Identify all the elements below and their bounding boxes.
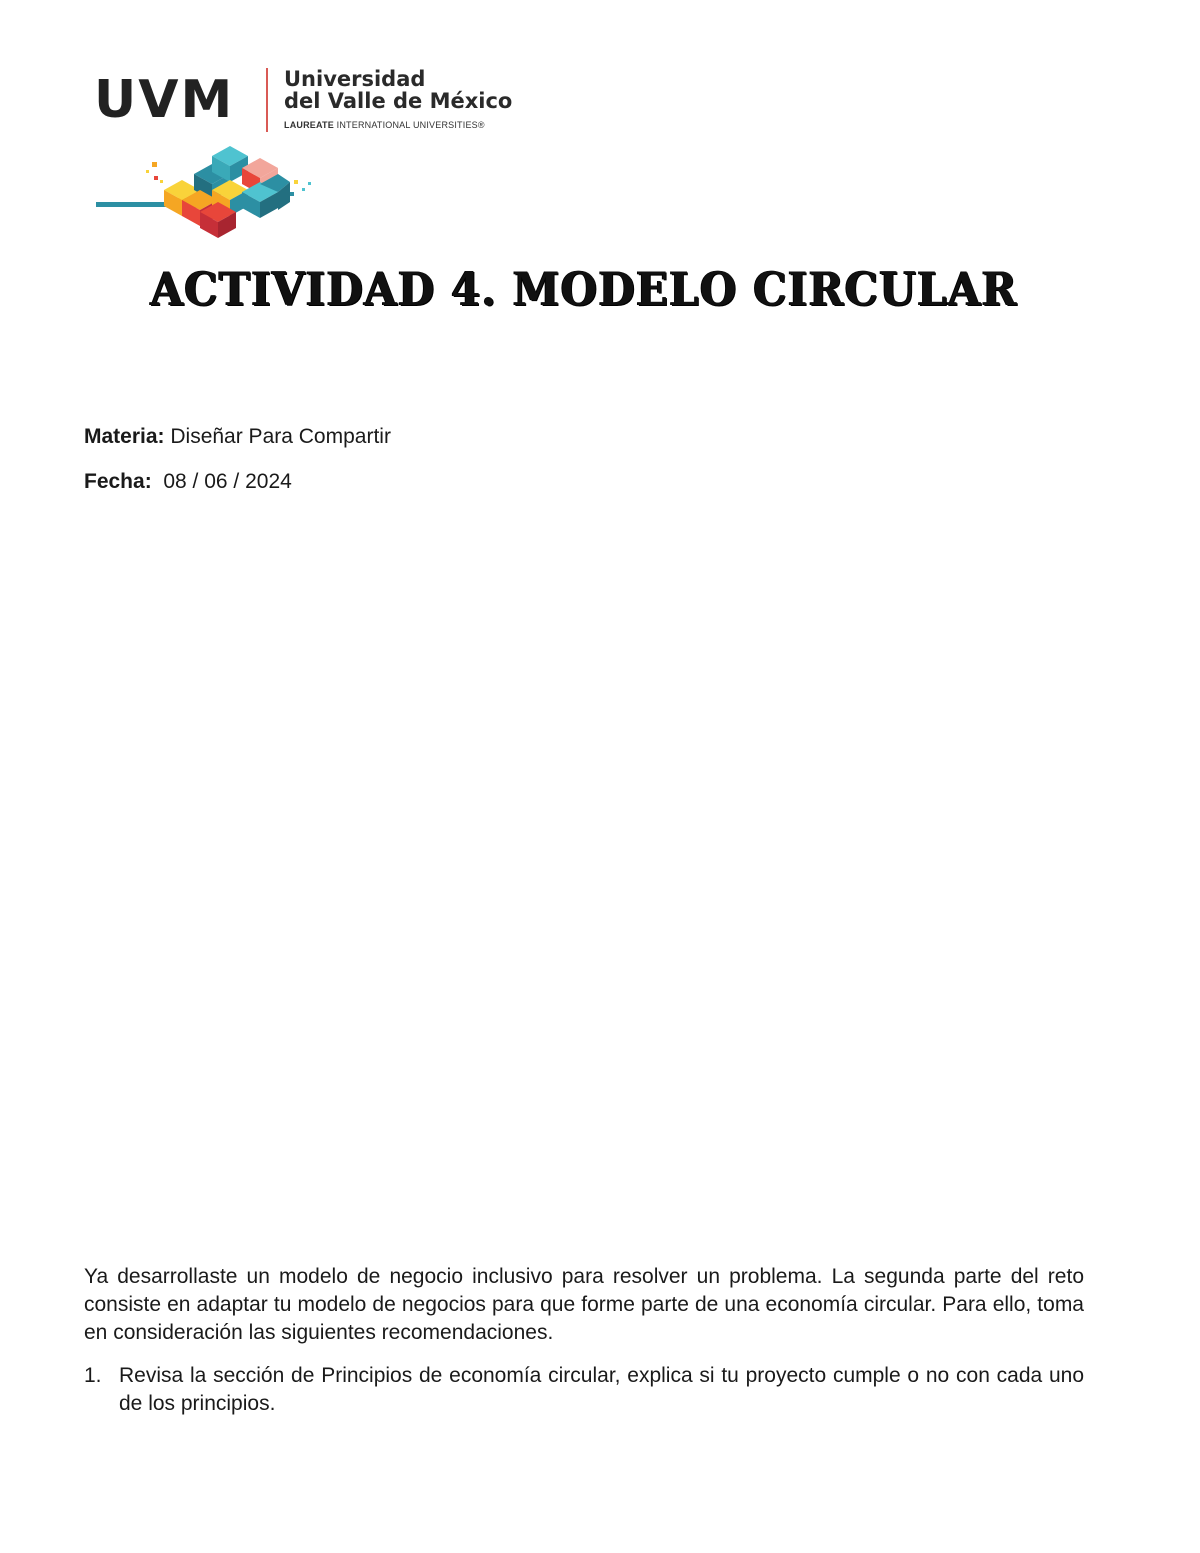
date-label: Fecha: — [84, 470, 152, 493]
logo-name-line1: Universidad — [284, 67, 426, 91]
document-title: ACTIVIDAD 4. MODELO CIRCULAR — [150, 262, 1018, 316]
logo-tagline-rest: INTERNATIONAL UNIVERSITIES® — [333, 120, 485, 130]
colored-cubes-icon — [94, 140, 324, 240]
logo-tagline — [284, 120, 485, 130]
subject-label: Materia: — [84, 425, 165, 448]
university-logo — [94, 66, 513, 136]
logo-divider — [266, 68, 268, 132]
intro-paragraph: Ya desarrollaste un modelo de negocio inclusivo para resolver un problema. La segunda parte del reto consiste en adaptar tu modelo de negocios para que forme parte de una economía circular. Para ello, toma en consideración las siguientes recomendaciones. — [84, 1265, 1084, 1344]
date-value: 08 / 06 / 2024 — [151, 470, 292, 493]
list-item-text: Revisa la sección de Principios de economía circular, explica si tu proyecto cumple o no con cada uno de los principios. — [119, 1364, 1084, 1415]
list-item-number: 1. — [84, 1364, 102, 1387]
subject-line — [84, 425, 391, 449]
subject-value: Diseñar Para Compartir — [164, 425, 391, 448]
logo-tagline-bold: LAUREATE — [284, 120, 334, 130]
date-line — [84, 470, 292, 494]
logo-name-line2: del Valle de México — [284, 89, 513, 113]
recommendations-list — [84, 1362, 1084, 1418]
list-item — [84, 1362, 1084, 1418]
logo-mark: UVM — [94, 70, 235, 130]
